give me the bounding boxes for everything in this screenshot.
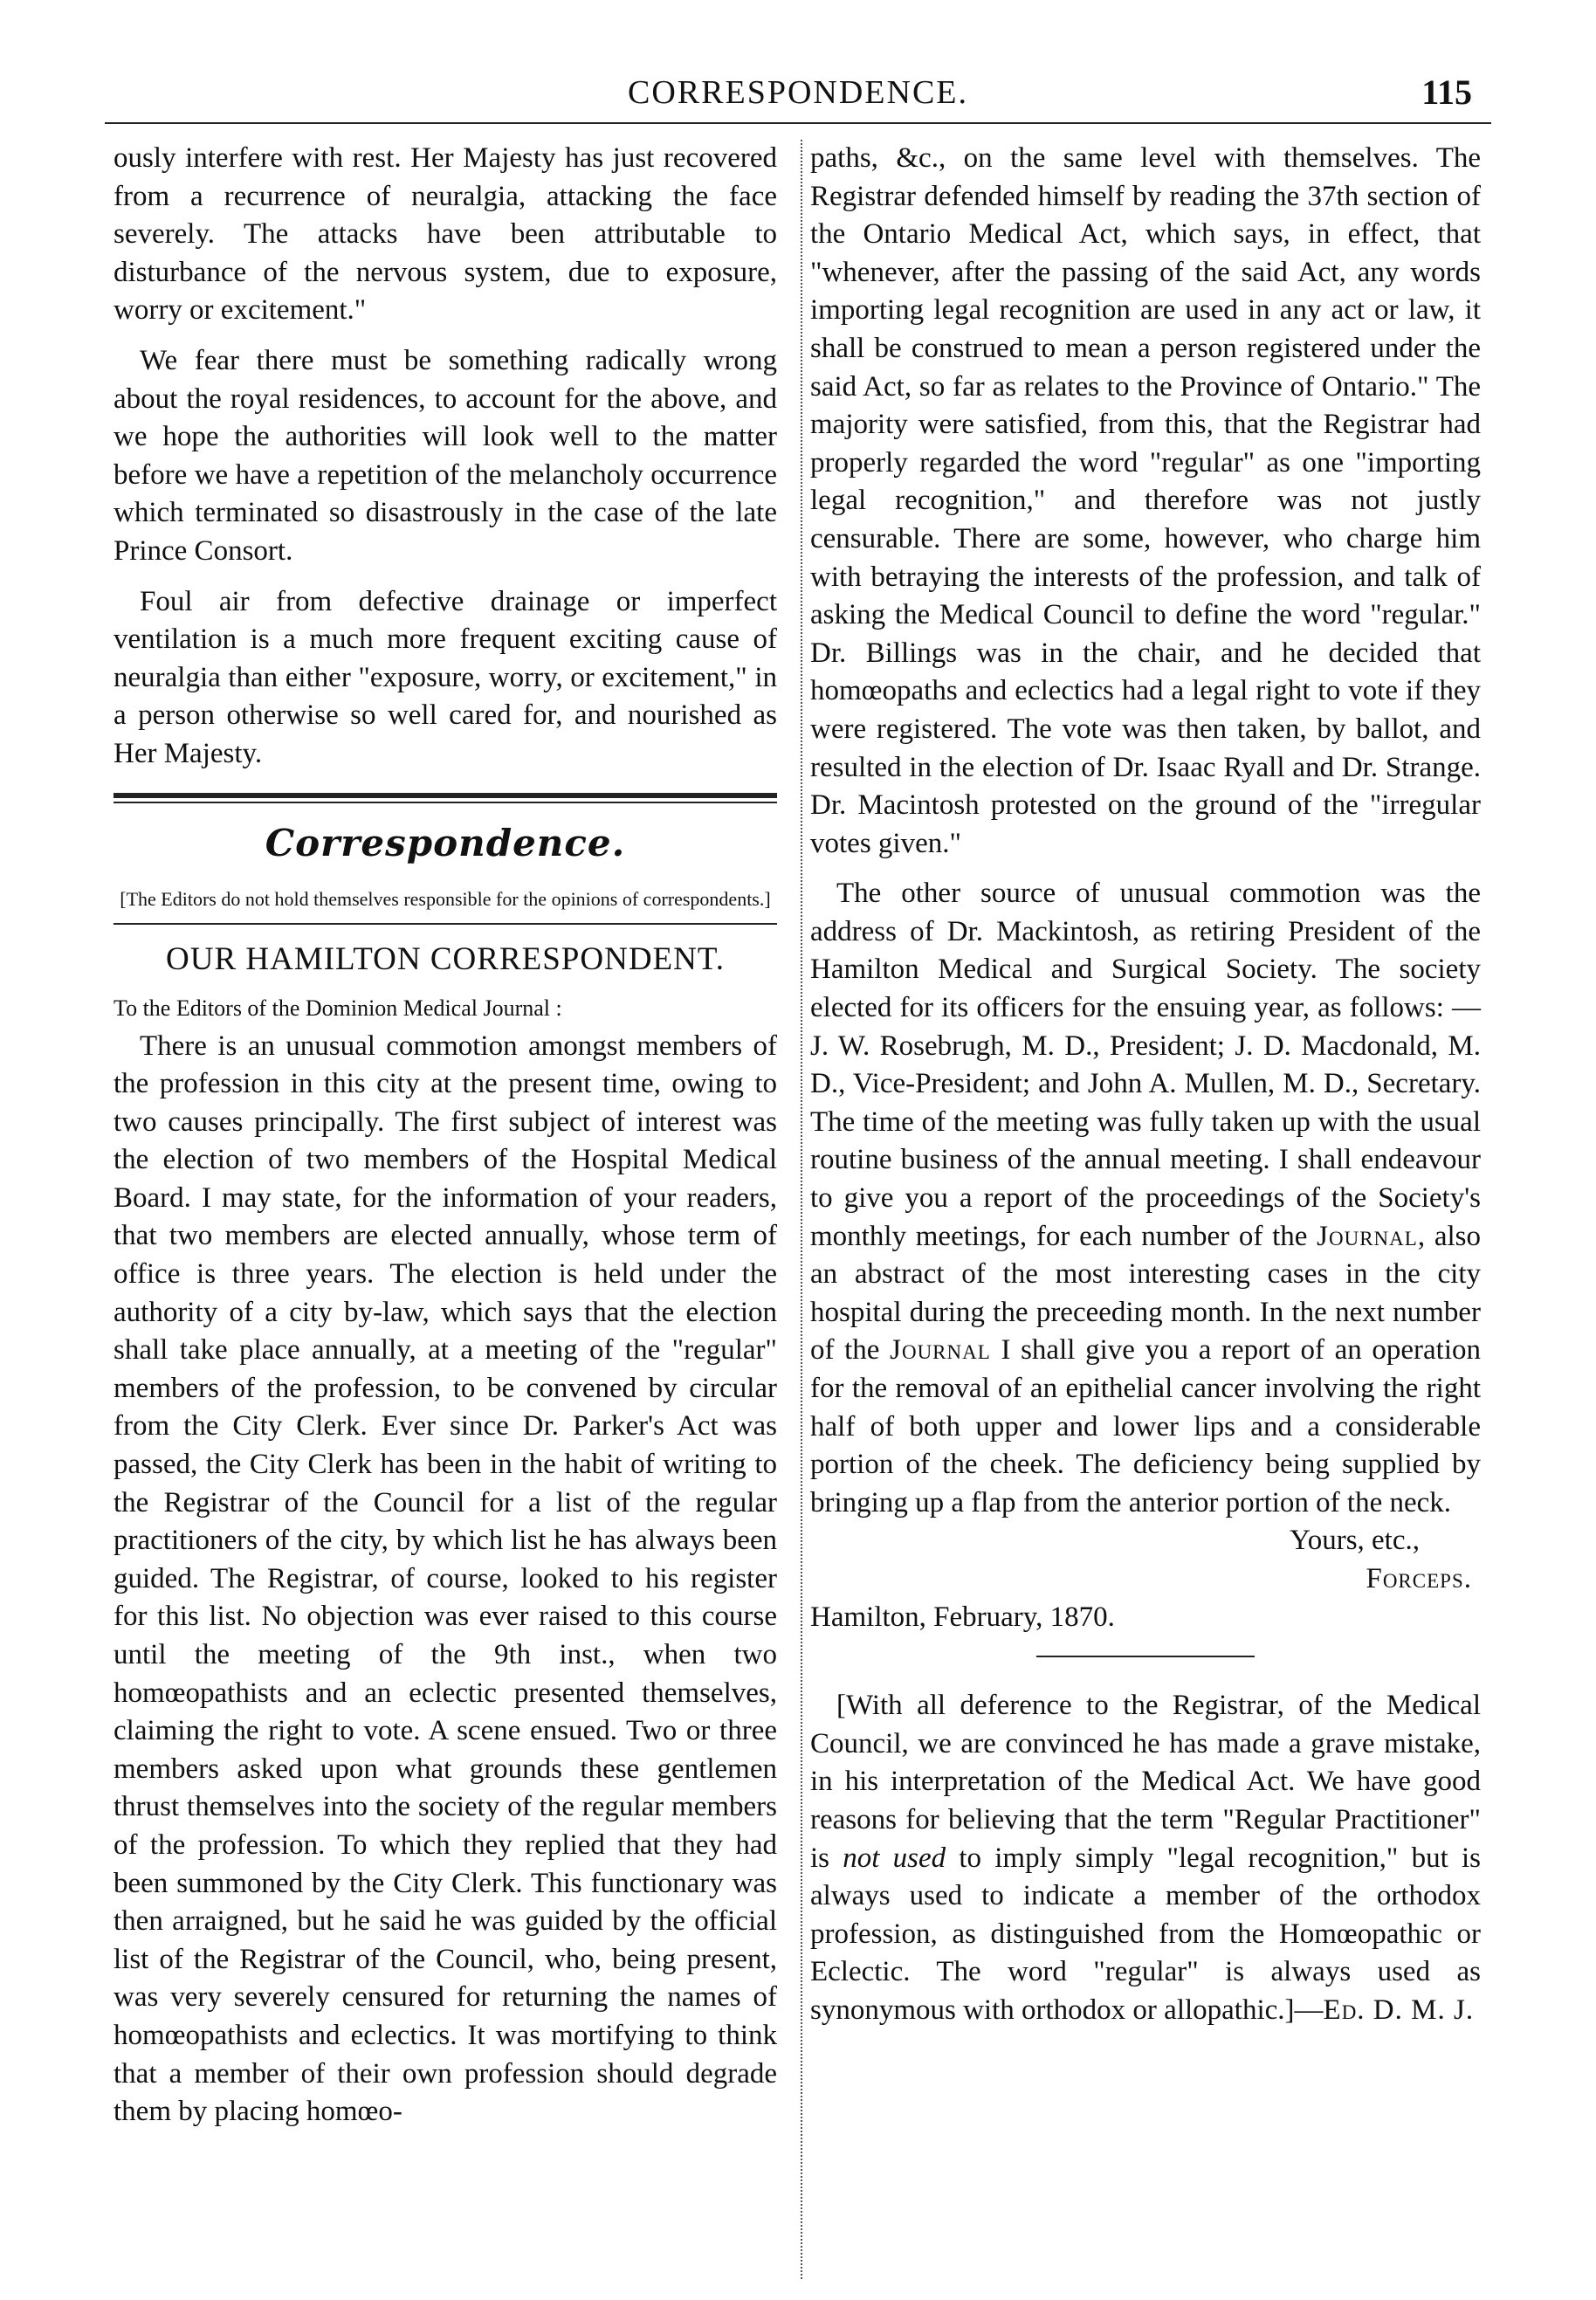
section-rule-thick (114, 793, 777, 798)
right-column (810, 140, 1481, 2030)
left-paragraph-3: Foul air from defective drainage or imperfect ventilation is a much more frequent exciting cause of neuralgia than either "exposure, worry, or excitement," in a person otherwise so well cared for, and nourished as Her Majesty. (114, 585, 777, 769)
right-paragraph-2 (810, 875, 1481, 1522)
running-head (105, 68, 1491, 121)
letter-salutation: To the Editors of the Dominion Medical Journal : (114, 995, 562, 1021)
running-title: CORRESPONDENCE. (628, 74, 968, 111)
editor-note-emphasis: not used (843, 1842, 946, 1874)
left-paragraph-2: We fear there must be something radically wrong about the royal residences, to account for the above, and we hope the authorities will look well to the matter before we have a repetition of the melancholy occurrence which terminated so disastrously in the case of the late Prince Consort. (114, 344, 777, 567)
journal-word-2: Journal (890, 1334, 991, 1367)
editors-disclaimer: [The Editors do not hold themselves responsible for the opinions of correspondents.] (120, 887, 771, 910)
letter-title: OUR HAMILTON CORRESPONDENT. (166, 940, 725, 977)
page-number: 115 (1421, 72, 1472, 112)
letter-closing: Yours, etc., (1290, 1525, 1420, 1557)
right-paragraph-2-part-2: , also an abstract of the most interesting cases in the city hospital during the preceeding month. In the next number of the (810, 1220, 1481, 1367)
disclaimer-rule (114, 923, 777, 925)
section-rule-thin (114, 802, 777, 803)
editor-note-part-2: to imply simply "legal recognition," but is always used to indicate a member of the orthodox profession, as distinguished from the Homœopathic or Eclectic. The word "regular" is always used as synonymous with orthodox or allopathic.]— (810, 1842, 1481, 2026)
letter-paragraph-1: There is an unusual commotion amongst members of the profession in this city at the present time, owing to two causes principally. The first subject of interest was the election of two members of the Hospital Medical Board. I may state, for the information of your readers, that two members are elected annually, whose term of office is three years. The election is held under the authority of a city by-law, which says that the election shall take place annually, at a meeting of the "regular" members of the profession, to be convened by circular from the City Clerk. Ever since Dr. Parker's Act was passed, the City Clerk has been in the habit of writing to the Registrar of the Council for a list of the regular practitioners of the city, by which list he has always been guided. The Registrar, of course, looked to his register for this list. No objection was ever raised to this course until the meeting of the 9th inst., when two homœopathists and an eclectic presented themselves, claiming the right to vote. A scene ensued. Two or three members asked upon what grounds these gentlemen thrust themselves into the society of the regular members of the profession. To which they replied that they had been summoned by the City Clerk. This functionary was then arraigned, but he said he was guided by the official list of the Registrar of the Council, who, being present, was very severely censured for returning the names of homœopathists and eclectics. It was mortifying to think that a member of their own profession should degrade them by placing homœo- (114, 1029, 777, 2128)
editor-note-part-1: [With all deference to the Registrar, of the Medical Council, we are convinced he has made a grave mistake, in his interpretation of the Medical Act. We have good reasons for believing that the term "Regular Practitioner" is (810, 1690, 1481, 1874)
left-column (114, 140, 777, 2131)
journal-word-1: Journal (1317, 1220, 1418, 1252)
right-paragraph-2-part-1: The other source of unusual commotion was the address of Dr. Mackintosh, as retiring President of the Hamilton Medical and Surgical Society. The society elected for its officers for the ensuing year, as follows: —J. W. Rosebrugh, M. D., President; J. D. Macdonald, M. D., Vice-President; and John A. Mullen, M. D., Secretary. The time of the meeting was fully taken up with the usual routine business of the annual meeting. I shall endeavour to give you a report of the proceedings of the Society's monthly meetings, for each number of the (810, 878, 1481, 1252)
column-divider (801, 140, 802, 2279)
editor-signoff: Ed. D. M. J. (1323, 1994, 1475, 2026)
right-paragraph-2-part-3: I shall give you a report of an operation for the removal of an epithelial cancer involving the right half of both upper and lower lips and a considerable portion of the cheek. The deficiency being supplied by bringing up a flap from the anterior portion of the neck. (810, 1334, 1482, 1518)
header-rule (105, 122, 1491, 124)
closing-rule (1036, 1656, 1255, 1657)
letter-dateline: Hamilton, February, 1870. (810, 1601, 1115, 1633)
editor-note (810, 1687, 1481, 2029)
section-heading: Correspondence. (265, 821, 626, 864)
left-paragraph-1: ously interfere with rest. Her Majesty has just recovered from a recurrence of neuralgia, attacking the face severely. The attacks have been attributable to disturbance of the nervous system, due to exposure, worry or excitement." (114, 142, 777, 327)
letter-signature: Forceps. (1366, 1562, 1472, 1594)
right-paragraph-1: paths, &c., on the same level with themselves. The Registrar defended himself by reading the 37th section of the Ontario Medical Act, which says, in effect, that "whenever, after the passing of the said Act, any words importing legal recognition are used in any act or law, it shall be construed to mean a person registered under the said Act, so far as relates to the Province of Ontario." The majority were satisfied, from this, that the Registrar had properly regarded the word "regular" as one "importing legal recognition," and therefore was not justly censurable. There are some, however, who charge him with betraying the interests of the profession, and talk of asking the Medical Council to define the word "regular." Dr. Billings was in the chair, and he decided that homœopaths and eclectics had a legal right to vote if they were registered. The vote was then taken, by ballot, and resulted in the election of Dr. Isaac Ryall and Dr. Strange. Dr. Macintosh protested on the ground of the "irregular votes given." (810, 142, 1481, 859)
